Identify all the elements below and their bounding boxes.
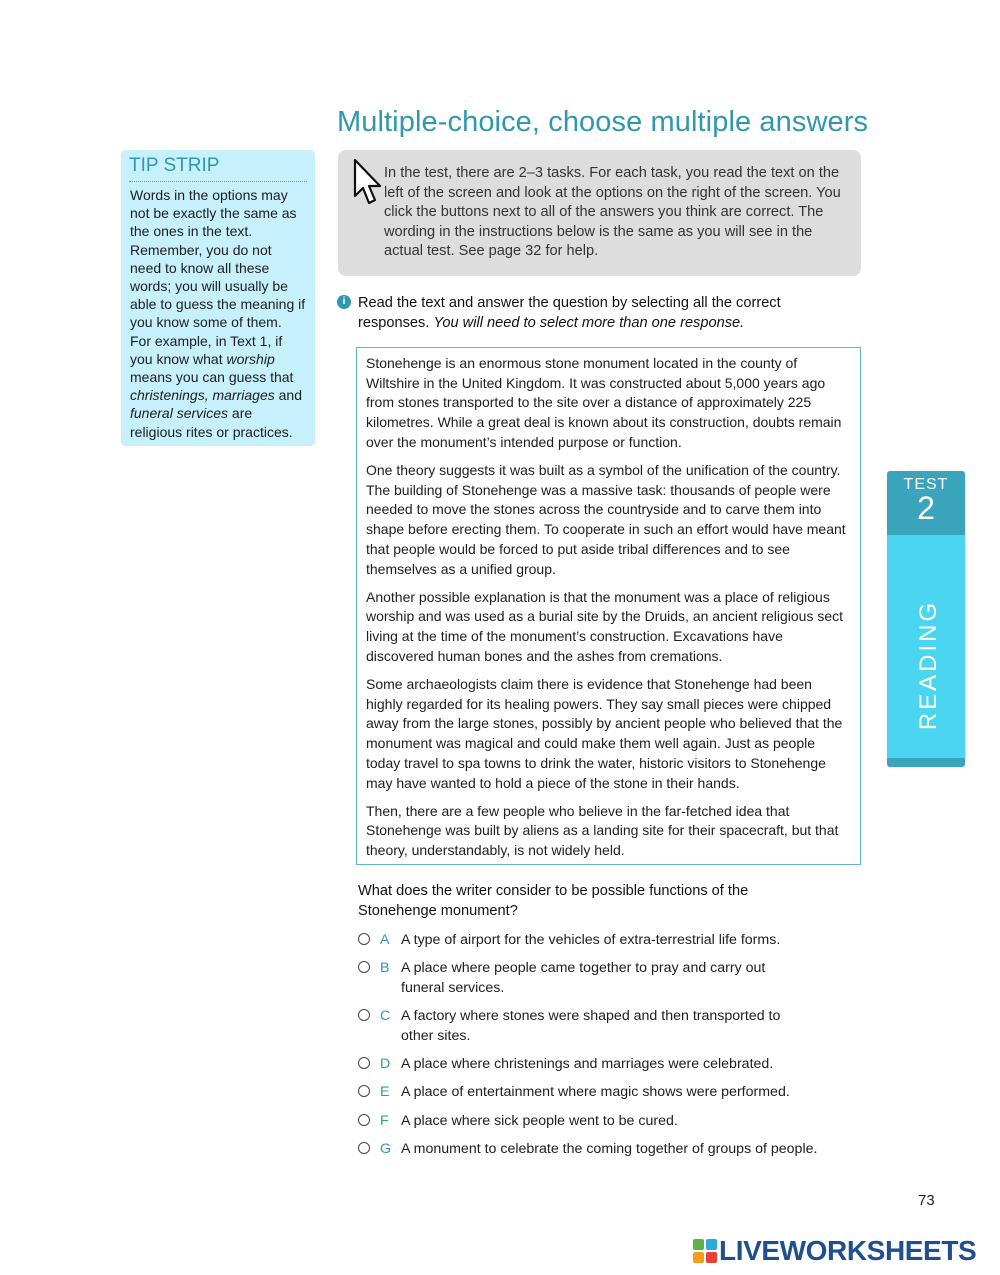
passage-paragraph: Then, there are a few people who believe in the far-fetched idea that Stonehenge was built by aliens as a landing site for their spacecraft, but that theory, understandably, is not widely held. [366,802,839,859]
radio-button[interactable] [358,933,370,945]
option-letter: F [380,1113,389,1129]
tip-text: means you can guess that [130,369,294,386]
instruction [358,293,828,333]
option-text: A factory where stones were shaped and then transported to other sites. [401,1008,781,1044]
tip-strip-title: TIP STRIP [129,155,307,182]
passage-paragraph: One theory suggests it was built as a symbol of the unification of the country. The building of Stonehenge was a massive task: thousands of people were needed to move the stones across the countryside and to carve them into shape before erecting them. To cooperate in such an effort would have meant that people would be forced to put aside tribal differences and to see themselves as a unified group. [366,462,846,577]
question-text: What does the writer consider to be possible functions of the Stonehenge monument? [358,883,749,919]
option-text: A place where sick people went to be cured. [401,1113,678,1129]
tip-text: are religious rites or practices. [130,405,293,440]
test-label: TEST [903,476,949,493]
radio-button[interactable] [358,961,370,973]
reading-passage [356,347,861,865]
page-heading: Multiple-choice, choose multiple answers [337,106,869,138]
option-letter: A [380,932,390,948]
info-icon: i [337,295,351,309]
tip-text: Words in the options may not be exactly the same as the ones in the text. Remember, you do not need to know all these words; you will usually be able to guess the meaning if you know some of them. For example, in Text 1, if you know what [130,187,306,367]
option-letter: E [380,1084,390,1100]
passage-paragraph: Stonehenge is an enormous stone monument located in the county of Wiltshire in the United Kingdom. It was constructed about 5,000 years ago from stones transported to the site over a distance of approximately 225 kilometres. While a great deal is known about its construction, doubts remain over the monument’s intended purpose or function. [366,355,842,450]
radio-button[interactable] [358,1085,370,1097]
option-letter: G [380,1141,392,1157]
tip-strip [121,150,315,446]
test-label-block [887,471,965,535]
page-number: 73 [918,1192,935,1209]
option-text: A monument to celebrate the coming together of groups of people. [401,1141,818,1157]
cursor-arrow-icon [352,158,382,208]
passage-paragraph: Some archaeologists claim there is evidence that Stonehenge had been highly regarded for its healing powers. They say small pieces were chipped away from the large stones, possibly by ancient people who believed that the monument was magical and could make them well again. Just as people today travel to spa towns to drink the water, historic visitors to Stonehenge may have wanted to hold a piece of the stone in their hands. [366,676,843,791]
tip-emphasis: worship [226,350,275,367]
option-letter: D [380,1056,391,1072]
option-letter: B [380,960,390,976]
radio-button[interactable] [358,1057,370,1069]
option-text: A type of airport for the vehicles of extra-terrestrial life forms. [401,932,781,948]
radio-button[interactable] [358,1009,370,1021]
tip-emphasis: christenings, marriages [130,387,275,404]
section-tab [887,471,965,767]
info-box [338,150,861,276]
option-text: A place where christenings and marriages were celebrated. [401,1056,774,1072]
section-label: READING [915,599,942,731]
liveworksheets-logo-icon [693,1239,717,1263]
tip-text: and [274,387,302,404]
test-number: 2 [917,490,935,526]
section-label-block [887,535,965,758]
passage-paragraph: Another possible explanation is that the monument was a place of religious worship and was used as a burial site by the Druids, an ancient religious sect living at the time of the monument’s construction. Excavations have discovered human bones and the ashes from cremations. [366,588,844,664]
radio-button[interactable] [358,1142,370,1154]
brand-name: LIVEWORKSHEETS [719,1235,977,1266]
option-text: A place where people came together to pray and carry out funeral services. [401,960,766,996]
option-letter: C [380,1008,391,1024]
tip-strip-body [130,186,306,441]
instruction-text: Read the text and answer the question by selecting all the correct responses. [358,295,781,331]
info-text: In the test, there are 2–3 tasks. For each task, you read the text on the left of the screen and look at the options on the right of the screen. You click the buttons next to all of the answers you think are correct. The wording in the instructions below is the same as you will see in the actual test. See page 32 for help. [384,165,841,260]
option-text: A place of entertainment where magic shows were performed. [401,1084,790,1100]
tab-bottom-strip [887,758,965,767]
instruction-emphasis: You will need to select more than one response. [433,315,745,331]
brand-footer [693,1234,976,1268]
tip-emphasis: funeral services [130,405,229,422]
radio-button[interactable] [358,1114,370,1126]
